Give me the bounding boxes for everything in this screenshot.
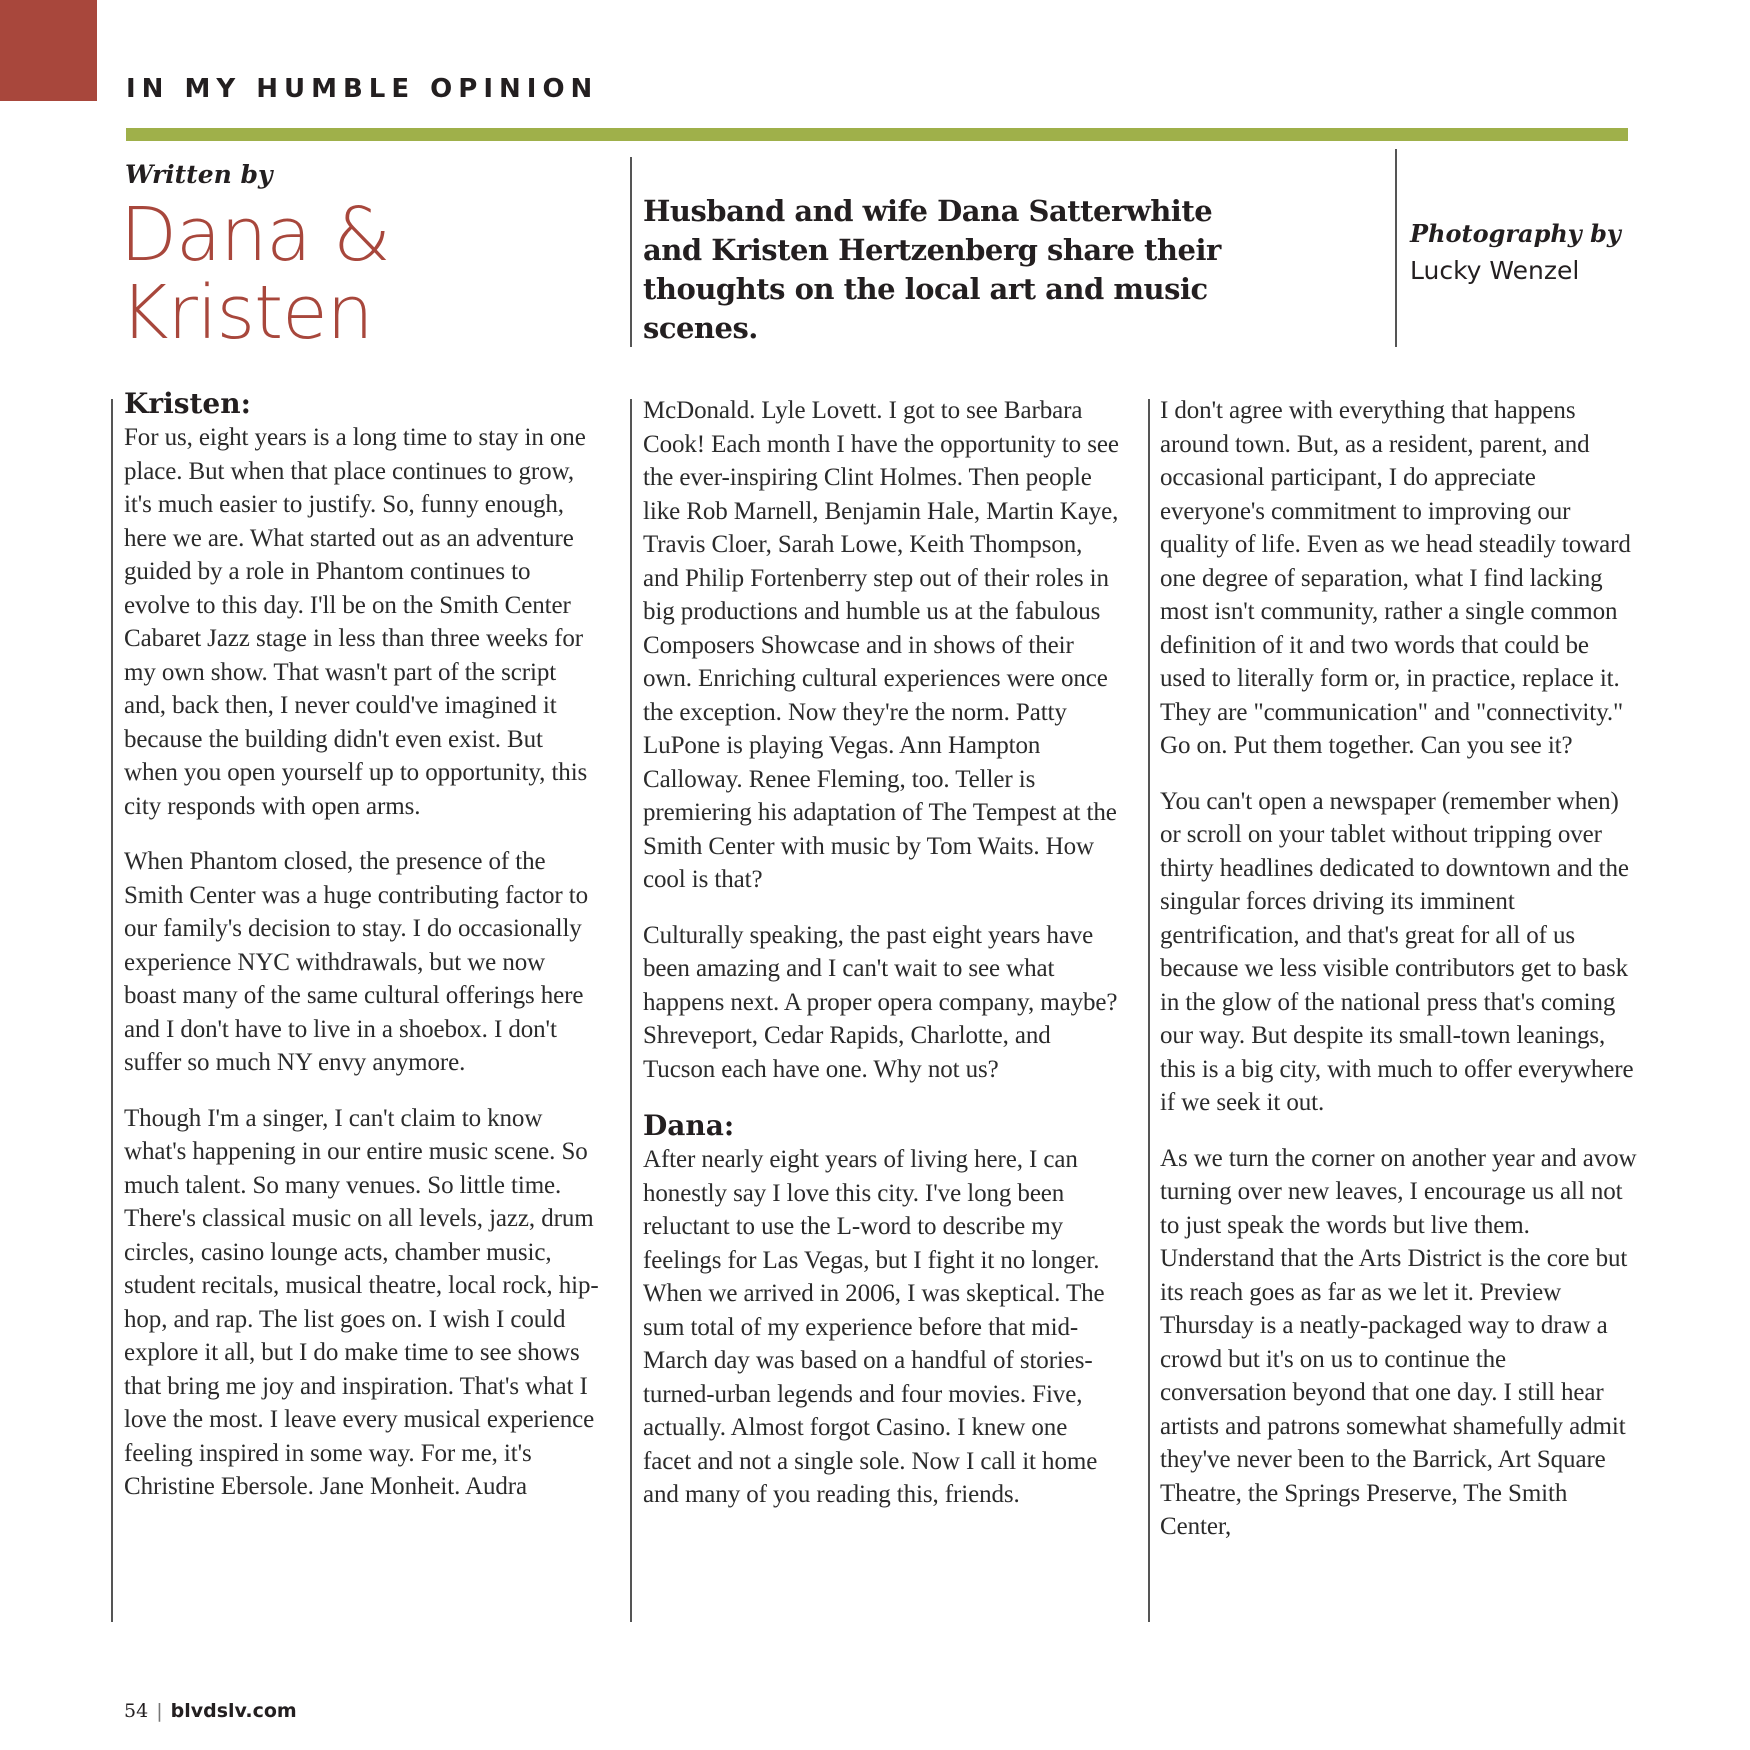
author-names <box>120 192 390 356</box>
body-paragraph: As we turn the corner on another year and avow turning over new leaves, I encourage us all not to just speak the words but live them. Understand that the Arts District is the core but its reach goes as far as we let it. Preview Thursday is a neatly-packaged way to draw a crowd but it's on us to continue the conversation beyond that one day. I still hear artists and patrons somewhat shamefully admit they've never been to the Barrick, Art Square Theatre, the Springs Preserve, The Smith Center, <box>1160 1144 1637 1540</box>
divider-dek-right <box>1395 149 1397 347</box>
article-dek: Husband and wife Dana Satterwhite and Kristen Hertzenberg share their thoughts on the local art and music scenes. <box>643 194 1221 345</box>
author-names-line1: Dana & <box>120 192 390 278</box>
body-paragraph: Though I'm a singer, I can't claim to know what's happening in our entire music scene. So much talent. So many venues. So little time. There's classical music on all levels, jazz, drum circles, casino lounge acts, chamber music, student recitals, musical theatre, local rock, hip-hop, and rap. The list goes on. I wish I could explore it all, but I do make time to see shows that bring me joy and inspiration. That's what I love the most. I leave every musical experience feeling inspired in some way. For me, it's Christine Ebersole. Jane Monheit. Audra <box>124 1104 599 1500</box>
site-url-link[interactable]: blvdslv.com <box>170 1700 297 1722</box>
article-column-3 <box>1160 394 1638 1566</box>
body-paragraph: When Phantom closed, the presence of the Smith Center was a huge contributing factor to our family's decision to stay. I do occasionally experience NYC withdrawals, but we now boast many of the same cultural offerings here and I don't have to live in a shoebox. I don't suffer so much NY envy anymore. <box>124 848 589 1076</box>
written-by-label: Written by <box>125 160 273 189</box>
body-paragraph: After nearly eight years of living here, I can honestly say I love this city. I've long been reluctant to use the L-word to describe my feelings for Las Vegas, but I fight it no longer. When we arrived in 2006, I was skeptical. The sum total of my experience before that mid-March day was based on a handful of stories-turned-urban legends and four movies. Five, actually. Almost forgot Casino. I knew one facet and not a single sole. Now I call it home and many of you reading this, friends. <box>643 1146 1105 1508</box>
dana-heading: Dana: <box>643 1109 735 1142</box>
column-rule-3 <box>1148 399 1150 1622</box>
divider-dek-left <box>630 157 632 347</box>
column-rule-2 <box>630 399 632 1622</box>
page-footer <box>124 1700 297 1722</box>
footer-separator: | <box>156 1700 163 1722</box>
photographer-name: Lucky Wenzel <box>1410 256 1580 285</box>
body-paragraph: You can't open a newspaper (remember when) or scroll on your tablet without tripping over thirty headlines dedicated to downtown and the singular forces driving its imminent gentrification, and that's great for all of us because we less visible contributors get to bask in the glow of the national press that's coming our way. But despite its small-town leanings, this is a big city, with much to offer everywhere if we seek it out. <box>1160 787 1634 1116</box>
body-paragraph: I don't agree with everything that happens around town. But, as a resident, parent, and occasional participant, I do appreciate everyone's commitment to improving our quality of life. Even as we head steadily toward one degree of separation, what I find lacking most isn't community, rather a single common definition of it and two words that could be used to literally form or, in practice, replace it. They are "communication" and "connectivity." Go on. Put them together. Can you see it? <box>1160 397 1631 759</box>
kristen-heading: Kristen: <box>124 387 251 420</box>
body-paragraph: Culturally speaking, the past eight years have been amazing and I can't wait to see what happens next. A proper opera company, maybe? Shreveport, Cedar Rapids, Charlotte, and Tucson each have one. Why not us? <box>643 921 1118 1083</box>
header-rule <box>126 128 1628 141</box>
column-rule-1 <box>111 399 113 1622</box>
article-column-2 <box>643 394 1121 1534</box>
corner-accent-block <box>0 0 97 101</box>
author-names-line2: Kristen <box>120 270 373 356</box>
page-number: 54 <box>124 1700 149 1722</box>
article-column-1 <box>124 387 602 1526</box>
photography-label: Photography by <box>1410 219 1621 248</box>
section-title: IN MY HUMBLE OPINION <box>126 74 599 104</box>
body-paragraph: McDonald. Lyle Lovett. I got to see Barbara Cook! Each month I have the opportunity to see the ever-inspiring Clint Holmes. Then people like Rob Marnell, Benjamin Hale, Martin Kaye, Travis Cloer, Sarah Lowe, Keith Thompson, and Philip Fortenberry step out of their roles in big productions and humble us at the fabulous Composers Showcase and in shows of their own. Enriching cultural experiences were once the exception. Now they're the norm. Patty LuPone is playing Vegas. Ann Hampton Calloway. Renee Fleming, too. Teller is premiering his adaptation of The Tempest at the Smith Center with music by Tom Waits. How cool is that? <box>643 397 1119 893</box>
body-paragraph: For us, eight years is a long time to stay in one place. But when that place continues to grow, it's much easier to justify. So, funny enough, here we are. What started out as an adventure guided by a role in Phantom continues to evolve to this day. I'll be on the Smith Center Cabaret Jazz stage in less than three weeks for my own show. That wasn't part of the script and, back then, I never could've imagined it because the building didn't even exist. But when you open yourself up to opportunity, this city responds with open arms. <box>124 424 588 820</box>
